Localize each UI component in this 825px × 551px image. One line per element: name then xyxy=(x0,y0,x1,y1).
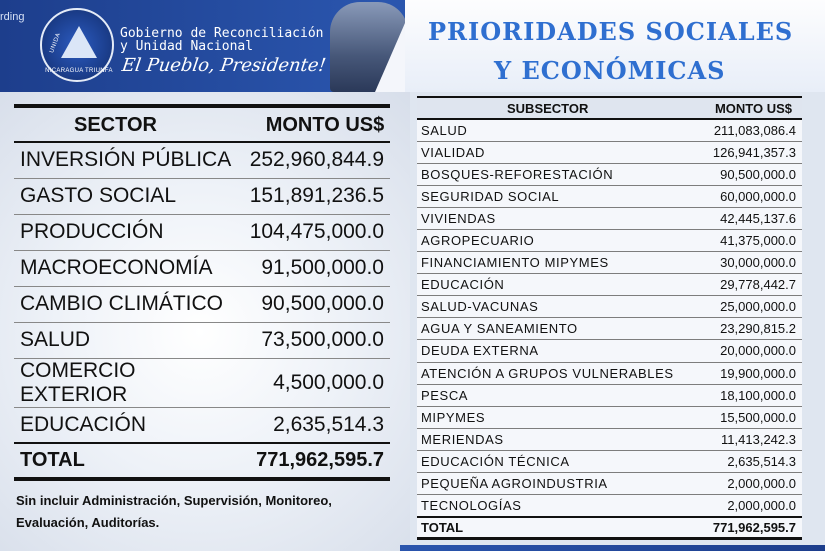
subsector-name: BOSQUES-REFORESTACIÓN xyxy=(417,163,699,185)
table-row xyxy=(417,473,802,495)
sector-amount: 91,500,000.0 xyxy=(244,250,390,286)
table-row xyxy=(417,229,802,251)
sector-name: MACROECONOMÍA xyxy=(14,250,244,286)
subsector-name: TECNOLOGÍAS xyxy=(417,495,699,517)
table-row xyxy=(417,362,802,384)
seal-text-bottom: NICARAGUA TRIUNFA xyxy=(45,68,113,74)
government-name-line1: Gobierno de Reconciliación xyxy=(120,26,324,41)
subsector-table-header xyxy=(417,97,802,119)
subsector-amount: 2,635,514.3 xyxy=(699,450,802,472)
table-row xyxy=(14,286,390,322)
subsector-name: PESCA xyxy=(417,384,699,406)
table-row xyxy=(14,214,390,250)
table-row xyxy=(417,384,802,406)
subsector-amount: 2,000,000.0 xyxy=(699,473,802,495)
subsector-amount: 23,290,815.2 xyxy=(699,318,802,340)
subsector-name: DEUDA EXTERNA xyxy=(417,340,699,362)
header-banner xyxy=(0,0,825,92)
page-title-line2: Y ECONÓMICAS xyxy=(494,56,726,85)
sector-amount: 4,500,000.0 xyxy=(244,358,390,407)
sector-table xyxy=(14,104,390,481)
subsector-table xyxy=(417,96,802,540)
table-row xyxy=(417,318,802,340)
subsector-name: FINANCIAMIENTO MIPYMES xyxy=(417,252,699,274)
sector-name: COMERCIO EXTERIOR xyxy=(14,358,244,407)
sector-total-amount: 771,962,595.7 xyxy=(244,443,390,479)
subsector-name: AGROPECUARIO xyxy=(417,229,699,251)
sector-name: PRODUCCIÓN xyxy=(14,214,244,250)
sector-column-header: SECTOR xyxy=(14,106,244,142)
subsector-amount: 90,500,000.0 xyxy=(699,163,802,185)
sector-amount: 90,500,000.0 xyxy=(244,286,390,322)
table-row xyxy=(417,274,802,296)
subsector-name: AGUA Y SANEAMIENTO xyxy=(417,318,699,340)
corner-text: rding xyxy=(0,11,25,23)
subsector-amount: 211,083,086.4 xyxy=(699,119,802,141)
subsector-name: VIALIDAD xyxy=(417,141,699,163)
sector-name: EDUCACIÓN xyxy=(14,407,244,443)
table-row xyxy=(417,119,802,141)
sector-total-row xyxy=(14,443,390,479)
subsector-name: ATENCIÓN A GRUPOS VULNERABLES xyxy=(417,362,699,384)
table-row xyxy=(14,407,390,443)
table-row xyxy=(417,252,802,274)
table-row xyxy=(417,495,802,517)
subsector-amount: 25,000,000.0 xyxy=(699,296,802,318)
table-row xyxy=(417,340,802,362)
subsector-total-row xyxy=(417,517,802,539)
sector-amount: 252,960,844.9 xyxy=(244,142,390,178)
government-seal-icon xyxy=(40,8,114,82)
subsector-amount: 60,000,000.0 xyxy=(699,185,802,207)
seal-triangle-icon xyxy=(61,26,97,58)
table-row xyxy=(14,178,390,214)
subsector-total-label: TOTAL xyxy=(417,517,699,539)
subsector-name: SALUD xyxy=(417,119,699,141)
table-row xyxy=(417,207,802,229)
table-row xyxy=(14,250,390,286)
subsector-name: EDUCACIÓN xyxy=(417,274,699,296)
subsector-total-amount: 771,962,595.7 xyxy=(699,517,802,539)
subsector-amount: 30,000,000.0 xyxy=(699,252,802,274)
subsector-name: MERIENDAS xyxy=(417,428,699,450)
table-row xyxy=(417,163,802,185)
sector-name: SALUD xyxy=(14,322,244,358)
footnote: Sin incluir Administración, Supervisión, Monitoreo, Evaluación, Auditorías. xyxy=(16,493,332,530)
amount-column-header: MONTO US$ xyxy=(699,97,802,119)
page-title-line1: PRIORIDADES SOCIALES xyxy=(428,17,794,46)
subsector-amount: 20,000,000.0 xyxy=(699,340,802,362)
table-row xyxy=(417,141,802,163)
sector-name: INVERSIÓN PÚBLICA xyxy=(14,142,244,178)
seal-text-top: UNIDA xyxy=(49,32,63,54)
sector-total-label: TOTAL xyxy=(14,443,244,479)
subsector-column-header: SUBSECTOR xyxy=(417,97,699,119)
subsector-name: MIPYMES xyxy=(417,406,699,428)
table-row xyxy=(14,142,390,178)
table-row xyxy=(417,406,802,428)
subsector-amount: 126,941,357.3 xyxy=(699,141,802,163)
subsector-amount: 18,100,000.0 xyxy=(699,384,802,406)
table-row xyxy=(417,450,802,472)
sector-amount: 151,891,236.5 xyxy=(244,178,390,214)
table-row xyxy=(14,358,390,407)
subsector-name: PEQUEÑA AGROINDUSTRIA xyxy=(417,473,699,495)
subsector-name: EDUCACIÓN TÉCNICA xyxy=(417,450,699,472)
table-row xyxy=(417,296,802,318)
subsector-amount: 11,413,242.3 xyxy=(699,428,802,450)
subsector-name: VIVIENDAS xyxy=(417,207,699,229)
subsector-amount: 42,445,137.6 xyxy=(699,207,802,229)
subsector-amount: 29,778,442.7 xyxy=(699,274,802,296)
sector-amount: 73,500,000.0 xyxy=(244,322,390,358)
bottom-banner-strip xyxy=(400,545,825,551)
sector-amount: 2,635,514.3 xyxy=(244,407,390,443)
subsector-name: SALUD-VACUNAS xyxy=(417,296,699,318)
subsector-name: SEGURIDAD SOCIAL xyxy=(417,185,699,207)
table-row xyxy=(417,185,802,207)
subsector-amount: 15,500,000.0 xyxy=(699,406,802,428)
amount-column-header: MONTO US$ xyxy=(244,106,390,142)
table-row xyxy=(417,428,802,450)
subsector-amount: 41,375,000.0 xyxy=(699,229,802,251)
slogan: El Pueblo, Presidente! xyxy=(120,55,328,76)
sector-name: CAMBIO CLIMÁTICO xyxy=(14,286,244,322)
government-name-line2: y Unidad Nacional xyxy=(120,39,254,54)
table-row xyxy=(14,322,390,358)
sector-amount: 104,475,000.0 xyxy=(244,214,390,250)
subsector-amount: 2,000,000.0 xyxy=(699,495,802,517)
sector-name: GASTO SOCIAL xyxy=(14,178,244,214)
sector-table-header xyxy=(14,106,390,142)
subsector-amount: 19,900,000.0 xyxy=(699,362,802,384)
